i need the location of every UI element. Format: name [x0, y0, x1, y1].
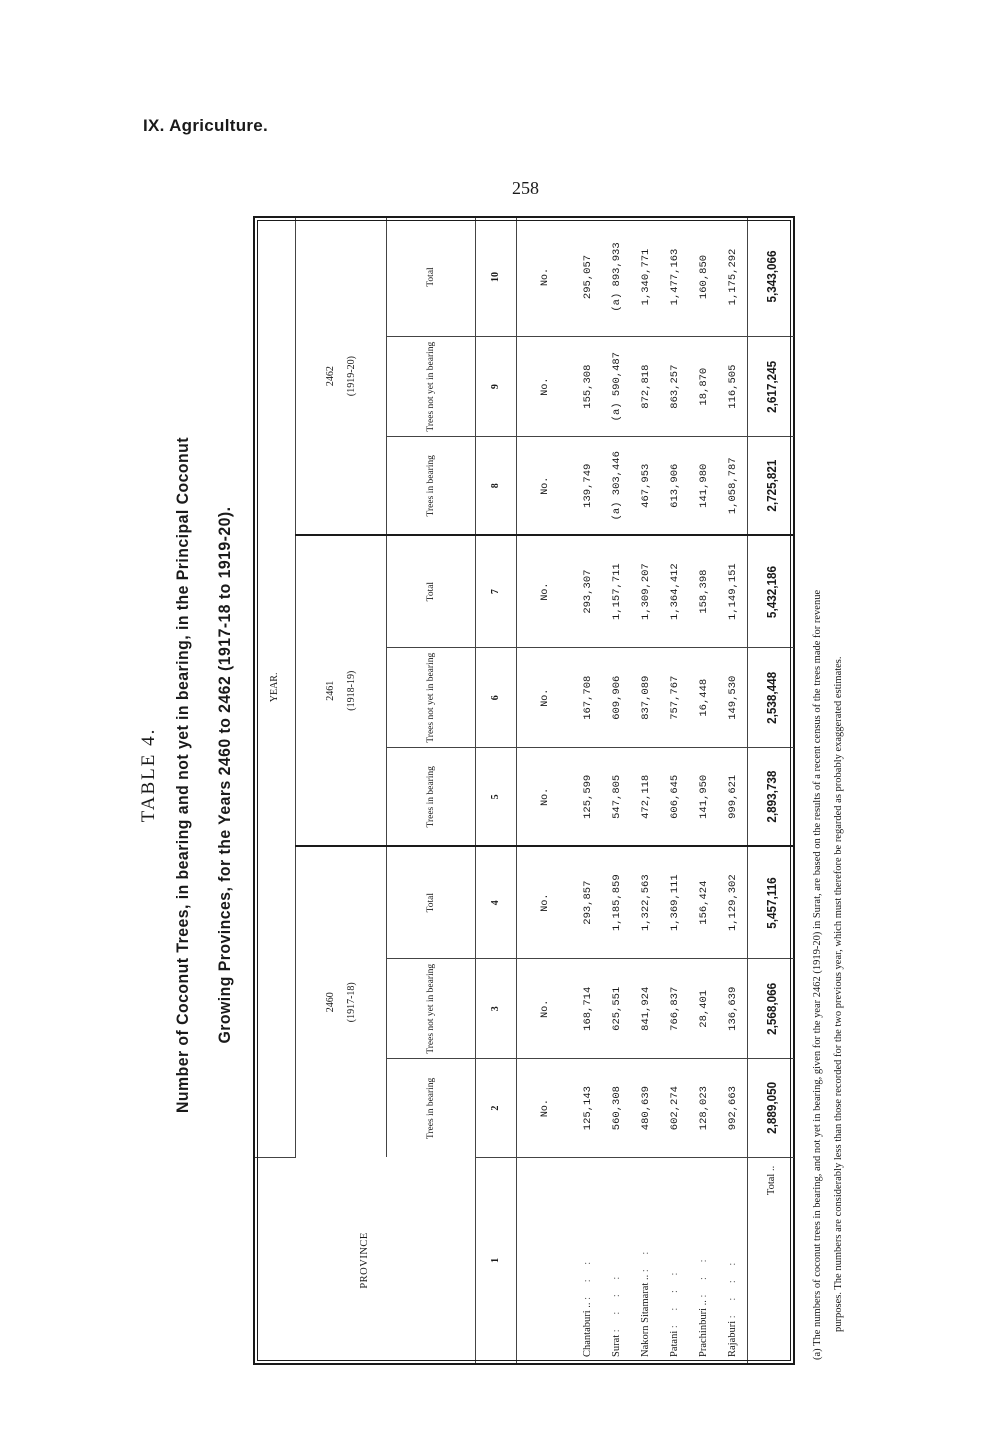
total-cell: 2,617,245 — [748, 342, 795, 432]
table-cell: 160,850 — [689, 218, 718, 337]
table-cell: 613,906 — [660, 437, 689, 535]
column-number-row — [476, 218, 517, 1363]
table-cell: 757,767 — [660, 648, 689, 748]
column-number: 10 — [476, 218, 517, 337]
table-title-line-2: Growing Provinces, for the Years 2460 to 2462 (1917-18 to 1919-20). — [215, 506, 234, 1044]
table-cell: 158,398 — [689, 535, 718, 647]
column-number: 6 — [476, 648, 517, 748]
total-cell: 5,432,186 — [748, 541, 795, 642]
table-cell: 1,157,711 — [602, 535, 631, 647]
table-cell: 125,143 — [573, 1059, 602, 1157]
unit-label: No. — [517, 648, 574, 748]
column-number: 4 — [476, 846, 517, 958]
table-cell: 560,308 — [602, 1059, 631, 1157]
table-cell: 1,058,787 — [718, 437, 748, 535]
table-cell: 625,551 — [602, 959, 631, 1059]
period-label: (1918-19) — [346, 670, 357, 711]
table-cell: 472,118 — [631, 748, 660, 846]
table-cell: 766,837 — [660, 959, 689, 1059]
table-cell: 1,322,563 — [631, 846, 660, 958]
unit-label: No. — [517, 535, 574, 647]
table-cell: 1,309,207 — [631, 535, 660, 647]
total-cell: 2,889,050 — [748, 1064, 795, 1152]
year-label: 2462 — [325, 366, 336, 387]
table-cell: 136,639 — [718, 959, 748, 1059]
province-cell — [689, 1157, 718, 1363]
unit-row — [517, 218, 574, 1363]
column-number: 7 — [476, 535, 517, 647]
column-number: 5 — [476, 748, 517, 846]
column-number: 3 — [476, 959, 517, 1059]
unit-label: No. — [517, 337, 574, 437]
unit-label: No. — [517, 846, 574, 958]
subheader-not-yet: Trees not yet in bearing — [387, 959, 476, 1059]
total-cell: 2,538,448 — [748, 653, 795, 743]
leader-dots: : : : — [582, 1255, 593, 1300]
table-cell: 1,129,302 — [718, 846, 748, 958]
table-cell: 167,708 — [573, 648, 602, 748]
coconut-table — [253, 216, 795, 1365]
province-name: Nakorn Sitamarat .. — [640, 1274, 651, 1357]
table-cell: 1,477,163 — [660, 218, 689, 337]
table-cell: 139,749 — [573, 437, 602, 535]
total-cell: 5,457,116 — [748, 852, 795, 953]
column-number: 9 — [476, 337, 517, 437]
table-cell: 155,308 — [573, 337, 602, 437]
province-name: Rajaburi — [727, 1320, 738, 1357]
table-cell: (a) 893,933 — [602, 218, 631, 337]
province-name: Surat — [611, 1334, 622, 1357]
province-cell — [631, 1157, 660, 1363]
total-cell: 2,893,738 — [748, 753, 795, 841]
province-name: Patani — [669, 1330, 680, 1357]
table-cell: 841,924 — [631, 959, 660, 1059]
province-name: Chantaburi .. — [582, 1302, 593, 1357]
page-number: 258 — [512, 178, 539, 198]
table-label: TABLE 4. — [138, 727, 159, 823]
year-group-2462 — [296, 218, 387, 535]
unit-label: No. — [517, 437, 574, 535]
unit-label: No. — [517, 218, 574, 337]
table-cell: 837,089 — [631, 648, 660, 748]
leader-dots: : : : : — [611, 1270, 622, 1333]
subheader-not-yet: Trees not yet in bearing — [387, 648, 476, 748]
province-cell — [660, 1157, 689, 1363]
total-cell: 2,568,066 — [748, 964, 795, 1054]
total-cell: 2,725,821 — [748, 442, 795, 530]
table-row — [631, 218, 660, 1363]
table-cell: 1,185,859 — [602, 846, 631, 958]
footnote-line-2: purposes. The numbers are considerably less than those recorded for the two previous year, which must therefore be regarded as probably exaggerated estimates. — [833, 656, 844, 1332]
column-number: 8 — [476, 437, 517, 535]
table-cell: (a) 590,487 — [602, 337, 631, 437]
table-cell: 28,401 — [689, 959, 718, 1059]
year-label: 2460 — [325, 992, 336, 1013]
table-cell: 467,953 — [631, 437, 660, 535]
section-heading: IX. Agriculture. — [143, 116, 269, 135]
table-cell: 863,257 — [660, 337, 689, 437]
table-cell: 116,505 — [718, 337, 748, 437]
subheader-in-bearing: Trees in bearing — [387, 1059, 476, 1157]
table-row — [602, 218, 631, 1363]
table-cell: 1,364,412 — [660, 535, 689, 647]
table-cell: 141,980 — [689, 437, 718, 535]
table-cell: 872,818 — [631, 337, 660, 437]
footnote — [807, 215, 849, 1360]
table-cell: 18,870 — [689, 337, 718, 437]
leader-dots: : : : : — [669, 1266, 680, 1329]
province-cell — [718, 1157, 748, 1363]
subheader-in-bearing: Trees in bearing — [387, 748, 476, 846]
province-column-header: PROVINCE — [255, 1157, 476, 1363]
table-cell: 128,023 — [689, 1059, 718, 1157]
total-label: Total .. — [748, 1157, 795, 1363]
column-number: 1 — [476, 1157, 517, 1363]
table-cell: 547,805 — [602, 748, 631, 846]
table-cell: 168,714 — [573, 959, 602, 1059]
total-cell: 5,343,066 — [748, 224, 795, 331]
province-cell — [573, 1157, 602, 1363]
year-label: 2461 — [325, 680, 336, 701]
leader-dots: : : : : — [727, 1256, 738, 1319]
table-cell: 1,340,771 — [631, 218, 660, 337]
table-cell: 480,639 — [631, 1059, 660, 1157]
year-group-2460 — [296, 846, 387, 1157]
subheader-in-bearing: Trees in bearing — [387, 437, 476, 535]
table-cell: 609,906 — [602, 648, 631, 748]
table-row — [573, 218, 602, 1363]
table-cell: 602,274 — [660, 1059, 689, 1157]
table-row — [718, 218, 748, 1363]
table-cell: 141,950 — [689, 748, 718, 846]
subheader-total: Total — [387, 535, 476, 647]
year-group-2461 — [296, 535, 387, 846]
unit-label: No. — [517, 1059, 574, 1157]
table-cell: 992,663 — [718, 1059, 748, 1157]
table-cell: 1,175,292 — [718, 218, 748, 337]
table-cell: 156,424 — [689, 846, 718, 958]
table-cell: (a) 303,446 — [602, 437, 631, 535]
table-cell: 295,057 — [573, 218, 602, 337]
subheader-total: Total — [387, 218, 476, 337]
table-row — [660, 218, 689, 1363]
unit-label: No. — [517, 959, 574, 1059]
table-cell: 1,369,111 — [660, 846, 689, 958]
table-cell: 16,448 — [689, 648, 718, 748]
unit-label: No. — [517, 748, 574, 846]
table-cell: 1,149,151 — [718, 535, 748, 647]
leader-dots: : : — [640, 1245, 651, 1273]
footnote-line-1: (a) The numbers of coconut trees in bearing, and not yet in bearing, given for the year 2462 (1919-20) in Surat, are based on the results of a recent census of the trees made for revenue — [812, 589, 823, 1360]
leader-dots: : : : — [698, 1253, 709, 1298]
province-name: Prachinburi .. — [698, 1300, 709, 1357]
table-cell: 293,307 — [573, 535, 602, 647]
data-rows — [573, 218, 748, 1363]
table-row — [689, 218, 718, 1363]
table-cell: 149,530 — [718, 648, 748, 748]
subheader-total: Total — [387, 846, 476, 958]
table-cell: 293,857 — [573, 846, 602, 958]
period-label: (1919-20) — [346, 356, 357, 397]
table-cell: 125,599 — [573, 748, 602, 846]
province-cell — [602, 1157, 631, 1363]
subheader-not-yet: Trees not yet in bearing — [387, 337, 476, 437]
column-number: 2 — [476, 1059, 517, 1157]
table-cell: 606,645 — [660, 748, 689, 846]
total-row — [748, 218, 795, 1363]
rotated-table-page — [95, 180, 925, 1370]
year-header: YEAR. — [255, 218, 296, 1157]
table-title-line-1: Number of Coconut Trees, in bearing and not yet in bearing, in the Principal Coconut — [173, 437, 192, 1113]
period-label: (1917-18) — [346, 982, 357, 1023]
table-cell: 999,621 — [718, 748, 748, 846]
